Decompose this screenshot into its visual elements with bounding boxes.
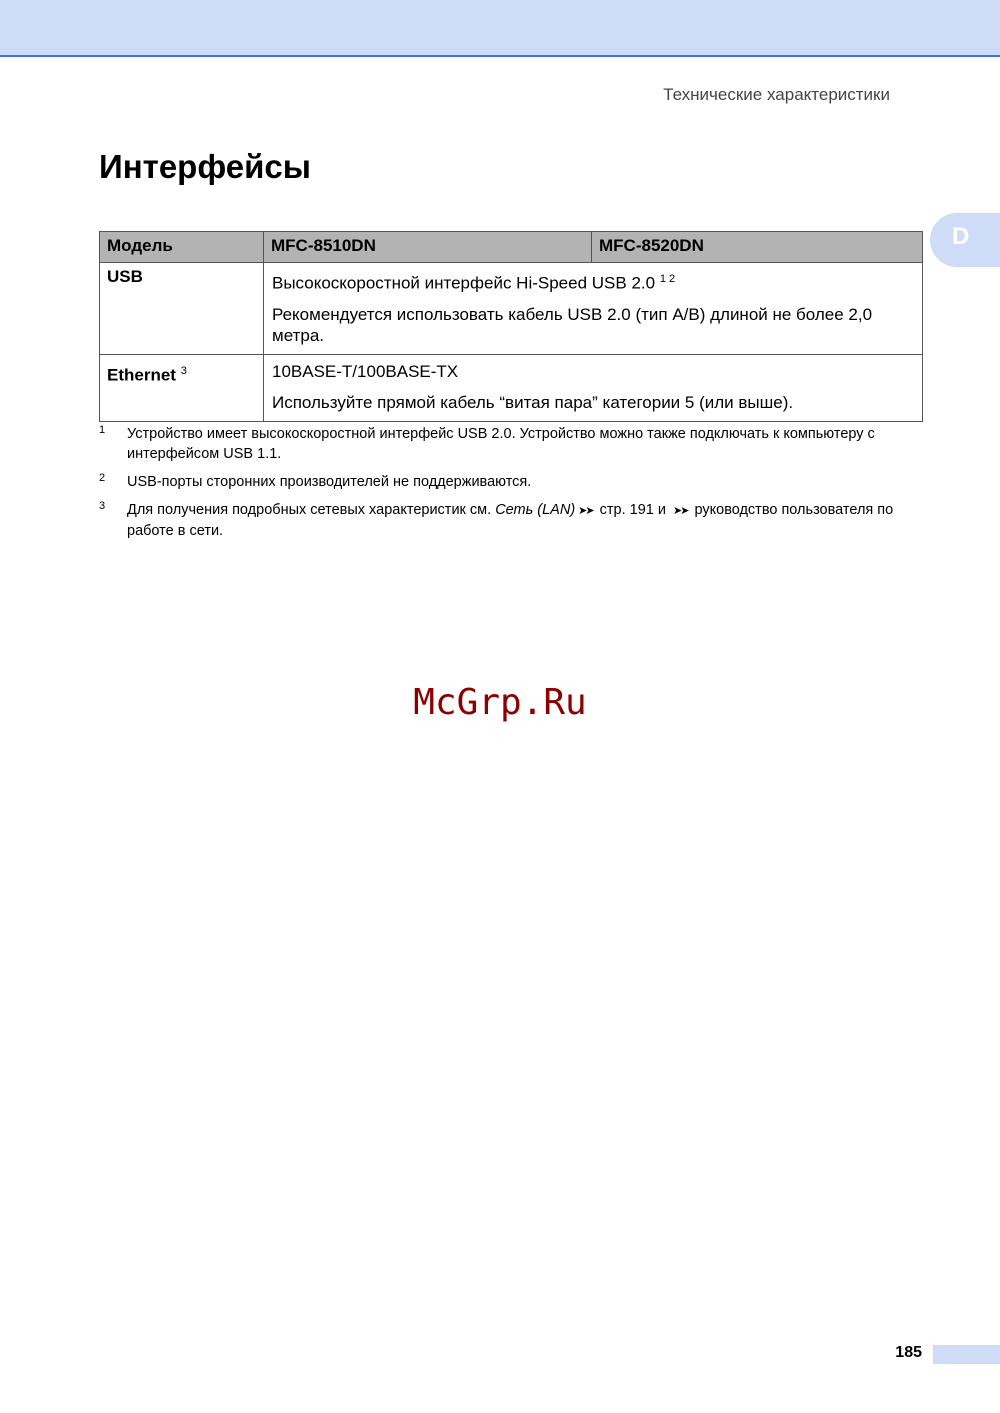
- usb-line-2: Рекомендуется использовать кабель USB 2.0 (тип A/B) длиной не более 2,0 метра.: [272, 304, 873, 345]
- footnote-1-number: 1: [99, 424, 106, 436]
- footnote-3-text-middle: стр. 191 и: [595, 502, 670, 518]
- footnote-1: [99, 424, 929, 464]
- bottom-band: [933, 1345, 1000, 1364]
- top-band: [0, 0, 1000, 57]
- row-label-ethernet-text: Ethernet: [107, 365, 176, 385]
- double-arrow-icon: ➤➤: [578, 505, 593, 517]
- footnote-2-number: 2: [99, 472, 106, 484]
- row-label-usb: [100, 263, 264, 355]
- page-title: Интерфейсы: [99, 148, 311, 185]
- row-value-ethernet: [264, 354, 923, 421]
- row-value-usb: [264, 263, 923, 355]
- usb-line-1: [272, 269, 914, 294]
- footnote-3: [99, 500, 929, 541]
- chapter-tab[interactable]: [930, 213, 1000, 267]
- interfaces-table: [99, 231, 923, 422]
- header-mfc-8520dn: MFC-8520DN: [592, 232, 923, 263]
- footnotes: [99, 424, 929, 549]
- ethernet-line-1: 10BASE-T/100BASE-TX: [272, 361, 459, 381]
- usb-line-1-text: Высокоскоростной интерфейс Hi-Speed USB 2.0: [272, 273, 656, 293]
- row-label-usb-text: USB: [107, 267, 143, 286]
- double-arrow-icon-2: ➤➤: [673, 505, 688, 517]
- footnote-1-text: Устройство имеет высокоскоростной интерфейс USB 2.0. Устройство можно также подключать к компьютеру с интерфейсом USB 1.1.: [127, 426, 875, 462]
- network-lan-link[interactable]: Сеть (LAN): [495, 502, 576, 518]
- footnote-3-text-before: Для получения подробных сетевых характеристик см.: [127, 502, 496, 518]
- table-row-usb: [100, 263, 923, 355]
- table-header-row: [100, 232, 923, 263]
- watermark: McGrp.Ru: [413, 682, 587, 723]
- footnote-3-text-after: руководство пользователя по работе в сети.: [127, 502, 894, 539]
- ethernet-line-2: Используйте прямой кабель “витая пара” категории 5 (или выше).: [272, 392, 794, 412]
- footnote-3-number: 3: [99, 500, 106, 512]
- page-number: 185: [895, 1344, 922, 1361]
- header-model: Модель: [100, 232, 264, 263]
- table-row-ethernet: [100, 354, 923, 421]
- usb-footnote-refs[interactable]: 1 2: [659, 273, 676, 285]
- row-label-ethernet: [100, 354, 264, 421]
- ethernet-footnote-ref[interactable]: 3: [180, 364, 187, 377]
- footnote-2: [99, 472, 929, 492]
- running-header: Технические характеристики: [663, 85, 890, 104]
- header-mfc-8510dn: MFC-8510DN: [264, 232, 592, 263]
- footnote-2-text: USB-порты сторонних производителей не поддерживаются.: [127, 474, 532, 490]
- chapter-tab-letter: D: [952, 223, 970, 250]
